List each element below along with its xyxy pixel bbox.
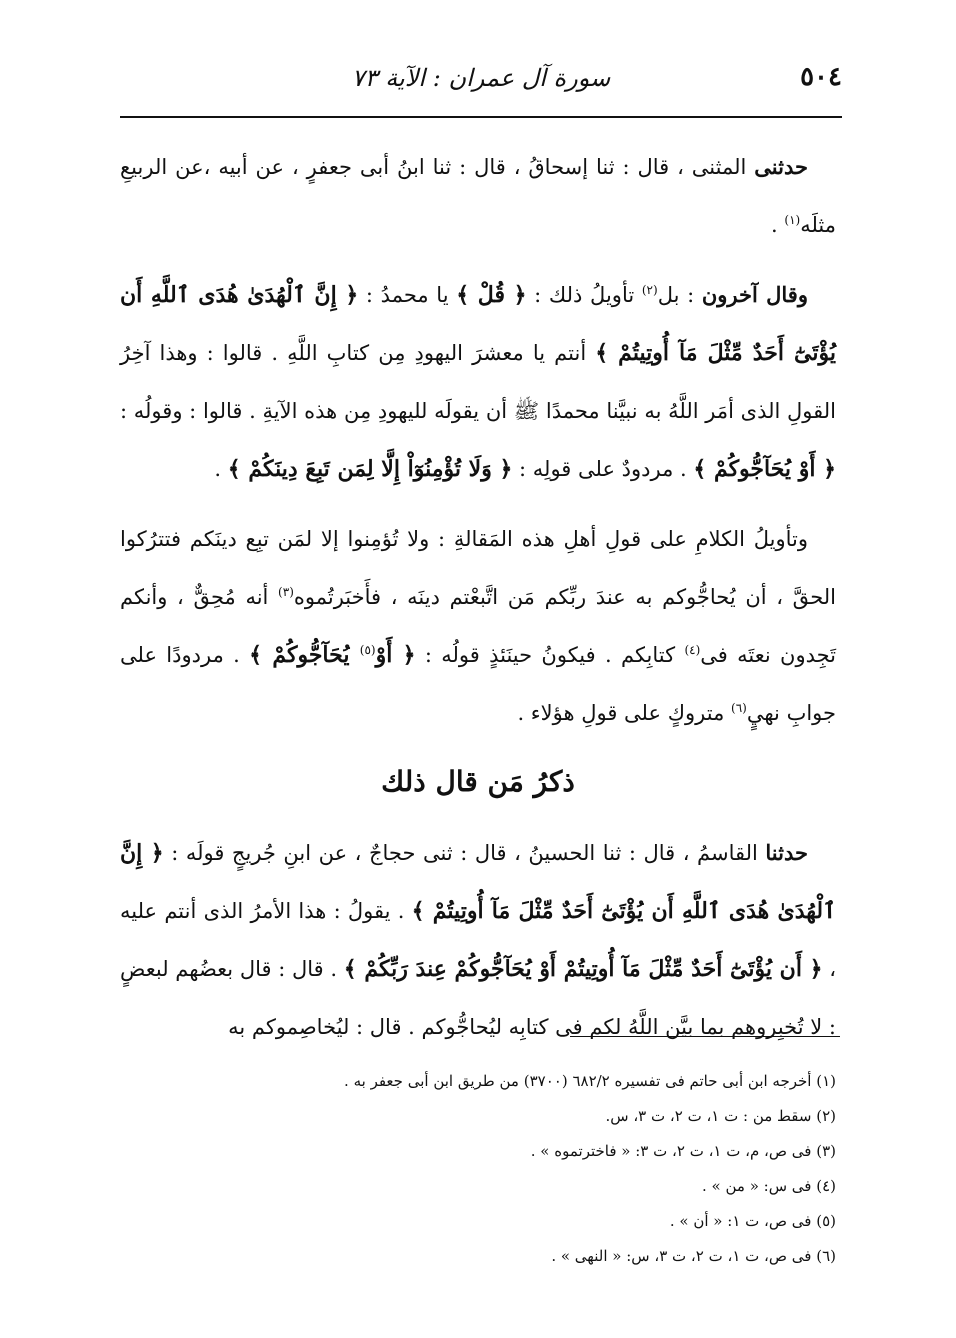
paragraph-text: يا محمدُ : — [358, 283, 457, 307]
paragraph-text: وتأويلُ الكلامِ على قولِ أهلِ هذه المَقالةِ : ولا تُؤمِنوا إلا لمَن تبِع دينَكم فتترُكوا الحقَّ ، أن يُحاجُّوكم به عندَ ربِّكم مَن اتَّبعْتم دينَه ، فأَخبَرتُموه — [120, 527, 836, 609]
quran-quote: ﴿ أَوْ — [375, 642, 416, 668]
footnote-ref[interactable]: (٦) — [731, 701, 747, 715]
page-title: سورة آل عمران : الآية ٧٣ — [351, 64, 611, 92]
paragraph-text: : بل — [657, 283, 702, 307]
footnotes — [116, 1064, 836, 1274]
main-text — [120, 138, 836, 1068]
quran-quote: ﴿ إِنَّ ٱلْهُدَىٰ هُدَى ٱللَّهِ أَن يُؤْتَىٰٓ أَحَدٌ مِّثْلَ مَآ أُوتِيتُمْ ﴾ — [120, 282, 836, 366]
paragraph-text: أنه مُحِقٌّ ، وأنكم تَجِدون نعتَه فى — [120, 585, 837, 667]
paragraph-text: . قال : قال بعضُهم لبعضٍ : لا تُخبِروهم بما بيَّن اللَّهُ لكم فى كتابِه ليُحاجُّوكم . قال : ليُخاصِموكم به — [120, 957, 836, 1039]
paragraph-4 — [120, 824, 836, 1056]
paragraph-3 — [120, 510, 836, 742]
paragraph-text: . — [771, 213, 785, 237]
footnote-1: (١) أخرجه ابن أبى حاتم فى تفسيره ٦٨٢/٢ (٣٧٠٠) من طريق ابن أبى جعفر به . — [344, 1072, 836, 1090]
page-number: ٥٠٤ — [800, 62, 842, 92]
footnote-ref[interactable]: (٢) — [641, 283, 658, 297]
quran-quote: ﴿ أَوْ يُحَآجُّوكُمْ ﴾ — [693, 456, 836, 482]
section-heading: ذكرُ مَن قال ذلك — [381, 765, 575, 798]
footnote-5: (٥) فى ص، ت ١: « أن » . — [669, 1212, 836, 1230]
footnote-ref[interactable]: (٥) — [359, 643, 376, 657]
narration-lead: حدثنا — [765, 840, 808, 865]
footnote-2: (٢) سقط من : ت ١، ت ٢، ت ٣، س. — [605, 1107, 836, 1125]
paragraph-text: المثنى ، قال : ثنا إسحاقُ ، قال : ثنا ابنُ أبى جعفرٍ ، عن أبيه ،عن الربيعِ مثلَه — [120, 155, 836, 237]
footnote-3: (٣) فى ص، م، ت ١، ت ٢، ت ٣: « فاخترتموه » . — [530, 1142, 836, 1160]
quran-quote: يُحَآجُّوكُمْ ﴾ — [249, 642, 360, 668]
quran-quote: ﴿ قُلْ ﴾ — [456, 282, 527, 308]
paragraph-text: . مردودٌ على قولِه : — [512, 457, 694, 481]
quran-quote: ﴿ إِنَّ ٱلْهُدَىٰ هُدَى ٱللَّهِ أَن يُؤْتَىٰٓ أَحَدٌ مِّثْلَ مَآ أُوتِيتُمْ ﴾ — [120, 840, 836, 924]
quran-quote: ﴿ وَلَا تُؤْمِنُوٓاْ إِلَّا لِمَن تَبِعَ دِينَكُمْ ﴾ — [227, 456, 513, 482]
paragraph-text: القاسمُ ، قال : ثنا الحسينُ ، قال : ثنى حجاجٌ ، عن ابنِ جُريجٍ قولَه : — [163, 841, 766, 865]
paragraph-text: . يقولُ : هذا الأمرُ الذى أنتم عليه ، — [120, 899, 836, 981]
paragraph-2 — [120, 266, 836, 498]
paragraph-text: أنتم يا معشرَ اليهودِ مِن كتابِ اللَّهِ . قالوا : وهذا آخِرُ القولِ الذى أمَر اللَّهُ به نبيَّنا محمدًا ﷺ أن يقولَه لليهودِ مِن هذه الآيةِ . قالوا : وقولُه : — [120, 341, 836, 423]
paragraph-text: تأويلُ ذلك : — [526, 283, 642, 307]
paragraph-text: كتابِكم . فيكونُ حينَئذٍ قولُه : — [415, 643, 685, 667]
narration-lead: وقال آخرون — [701, 282, 808, 307]
paragraph-1 — [120, 138, 836, 254]
footnote-ref[interactable]: (٣) — [278, 585, 294, 599]
footnote-ref[interactable]: (١) — [784, 213, 801, 227]
footnote-4: (٤) فى س: « من » . — [702, 1177, 836, 1195]
paragraph-text: متروكٍ على قولِ هؤلاء . — [517, 701, 732, 725]
header-rule — [120, 116, 842, 118]
footnote-rule — [570, 1036, 840, 1037]
running-header — [120, 56, 842, 108]
quran-quote: ﴿ أَن يُؤْتَىٰٓ أَحَدٌ مِّثْلَ مَآ أُوتِيتُمْ أَوْ يُحَآجُّوكُمْ عِندَ رَبِّكُمْ ﴾ — [343, 956, 823, 982]
narration-lead: حدثنى — [754, 154, 808, 179]
footnote-6: (٦) فى ص، ت ١، ت ٢، ت ٣، س: « النهى » . — [551, 1247, 836, 1265]
paragraph-text: . — [214, 457, 228, 481]
footnote-ref[interactable]: (٤) — [684, 643, 701, 657]
paragraph-text: . مردودًا على جوابِ نهيٍ — [120, 643, 836, 725]
